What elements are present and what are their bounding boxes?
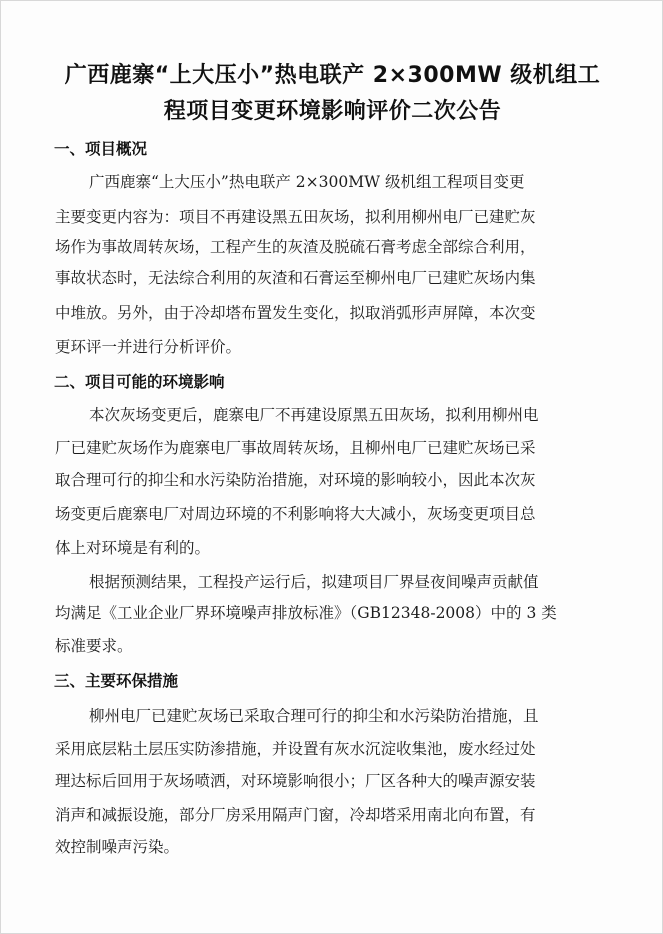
paragraph-line: 消声和减振设施，部分厂房采用隔声门窗，冷却塔采用南北向布置，有 — [55, 806, 536, 824]
paragraph-line: 采用底层粘土层压实防渗措施，并设置有灰水沉淀收集池，废水经过处 — [55, 740, 536, 758]
paragraph-line: 效控制噪声污染。 — [55, 838, 180, 856]
paragraph-line: 厂已建贮灰场作为鹿寨电厂事故周转灰场，且柳州电厂已建贮灰场已采 — [55, 439, 536, 457]
paragraph-line: 本次灰场变更后，鹿寨电厂不再建设原黑五田灰场，拟利用柳州电 — [89, 406, 539, 424]
paragraph-line: 柳州电厂已建贮灰场已采取合理可行的抑尘和水污染防治措施，且 — [89, 707, 539, 725]
paragraph-line: 标准要求。 — [55, 637, 133, 655]
document-title-line-2: 程项目变更环境影响评价二次公告 — [163, 99, 502, 124]
paragraph-line: 更环评一并进行分析评价。 — [55, 338, 242, 356]
paragraph-line: 场变更后鹿寨电厂对周边环境的不利影响将大大减小，灰场变更项目总 — [55, 505, 536, 523]
paragraph-line: 主要变更内容为：项目不再建设黑五田灰场，拟利用柳州电厂已建贮灰 — [55, 208, 536, 226]
document-title-line-1: 广西鹿寨“上大压小”热电联产 2×300MW 级机组工 — [64, 63, 601, 88]
paragraph-line: 均满足《工业企业厂界环境噪声排放标准》（GB12348-2008）中的 3 类 — [55, 604, 557, 622]
paragraph-line: 取合理可行的抑尘和水污染防治措施，对环境的影响较小，因此本次灰 — [55, 471, 536, 489]
section-heading-environmental-measures: 三、主要环保措施 — [54, 672, 179, 690]
paragraph-line: 理达标后回用于灰场喷洒，对环境影响很小；厂区各种大的噪声源安装 — [55, 772, 536, 790]
section-heading-environmental-impact: 二、项目可能的环境影响 — [54, 373, 225, 391]
paragraph-line: 事故状态时，无法综合利用的灰渣和石膏运至柳州电厂已建贮灰场内集 — [55, 269, 536, 287]
paragraph-line: 广西鹿寨“上大压小”热电联产 2×300MW 级机组工程项目变更 — [89, 173, 525, 191]
paragraph-line: 中堆放。另外，由于冷却塔布置发生变化，拟取消弧形声屏障，本次变 — [55, 304, 536, 322]
paragraph-line: 场作为事故周转灰场，工程产生的灰渣及脱硫石膏考虑全部综合利用， — [55, 238, 536, 256]
paragraph-line: 体上对环境是有利的。 — [55, 539, 211, 557]
paragraph-line: 根据预测结果，工程投产运行后，拟建项目厂界昼夜间噪声贡献值 — [89, 573, 539, 591]
section-heading-overview: 一、项目概况 — [54, 140, 148, 158]
